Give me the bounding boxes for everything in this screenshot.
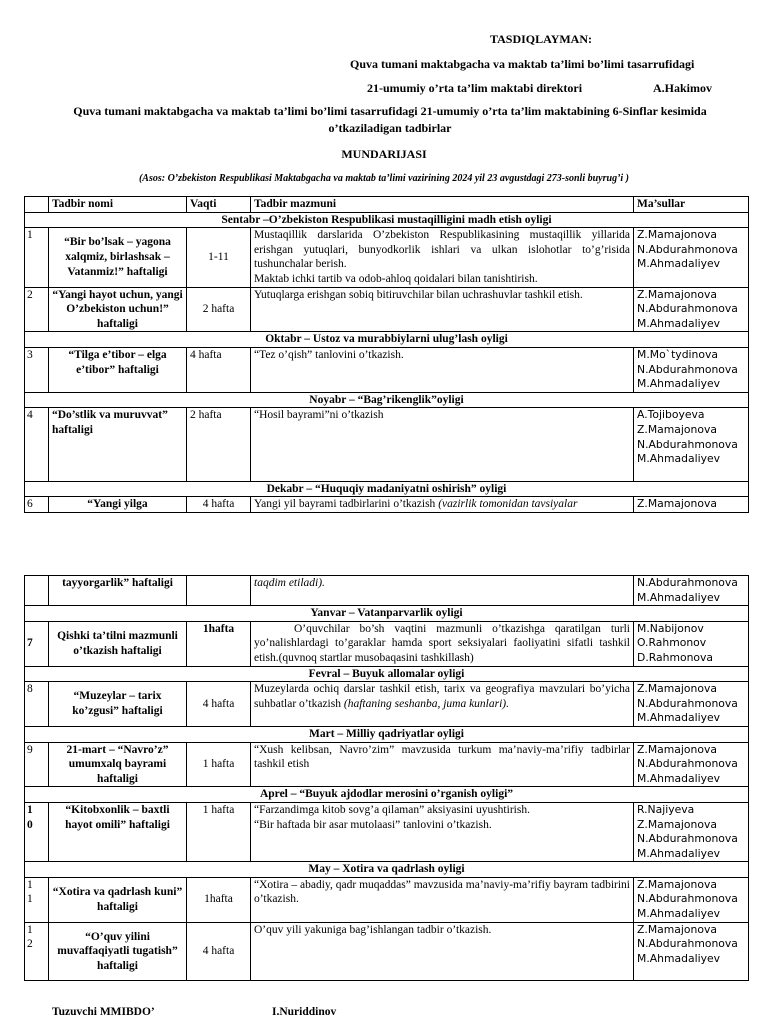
event-content bbox=[251, 802, 634, 861]
table-row bbox=[25, 497, 749, 513]
responsible-person: N.Abdurahmonova bbox=[637, 437, 738, 451]
event-time: 1hafta bbox=[187, 621, 251, 666]
row-number-digit: 1 bbox=[27, 893, 33, 906]
responsible-person: N.Abdurahmonova bbox=[637, 362, 738, 376]
compiler-name: I.Nuriddinov bbox=[272, 1006, 337, 1018]
table-row bbox=[25, 877, 749, 922]
responsible-person: M.Ahmadaliyev bbox=[637, 377, 721, 391]
event-content: O’quv yili yakuniga bag’ishlangan tadbir o’tkazish. bbox=[251, 922, 634, 981]
table-row bbox=[25, 408, 749, 481]
responsible-list bbox=[634, 497, 749, 513]
month-row-april bbox=[25, 787, 749, 803]
event-name: Qishki ta’tilni mazmunli o’tkazish haftaligi bbox=[49, 621, 187, 666]
header-responsible: Ma’sullar bbox=[634, 197, 749, 213]
row-number bbox=[25, 802, 49, 861]
event-name: tayyorgarlik” haftaligi bbox=[49, 576, 187, 606]
table-row bbox=[25, 802, 749, 861]
row-number bbox=[25, 922, 49, 981]
row-number-digit: 1 bbox=[27, 803, 33, 816]
row-number: 3 bbox=[25, 347, 49, 392]
event-name: “Do’stlik va muruvvat” haftaligi bbox=[49, 408, 187, 481]
responsible-person: A.Tojiboyeva bbox=[637, 408, 705, 422]
event-content: “Tez o’qish” tanlovini o’tkazish. bbox=[251, 347, 634, 392]
responsible-person: N.Abdurahmonova bbox=[637, 757, 738, 771]
month-row-october bbox=[25, 332, 749, 348]
row-number: 7 bbox=[25, 621, 49, 666]
responsible-person: M.Ahmadaliyev bbox=[637, 711, 721, 725]
table-row bbox=[25, 682, 749, 727]
header-content: Tadbir mazmuni bbox=[251, 197, 634, 213]
month-title: May – Xotira va qadrlash oyligi bbox=[25, 862, 749, 878]
responsible-list bbox=[634, 621, 749, 666]
responsible-person: D.Rahmonova bbox=[637, 650, 714, 664]
row-number-digit: 2 bbox=[27, 938, 33, 951]
event-time: 4 hafta bbox=[187, 682, 251, 727]
event-name: “Yangi hayot uchun, yangi O’zbekiston uchun!” haftaligi bbox=[49, 287, 187, 332]
event-content-text-2: Maktab ichki tartib va odob-ahloq qoidalari bilan tanishtirish. bbox=[254, 272, 538, 285]
row-number-digit: 1 bbox=[27, 878, 33, 891]
event-name: “Kitobxonlik – baxtli hayot omili” haftaligi bbox=[49, 802, 187, 861]
table-row bbox=[25, 922, 749, 981]
header-number bbox=[25, 197, 49, 213]
responsible-person: Z.Mamajonova bbox=[637, 287, 717, 301]
event-content: O’quvchilar bo’sh vaqtini mazmunli o’tkazishga qaratilgan turli yo’nalishlardagi to’garaklar hamda sport seksiyalari faoliyatini sifatli tashkil etish.(quvnoq startlar musobaqasini tashkillash) bbox=[251, 621, 634, 666]
event-time: 4 hafta bbox=[187, 497, 251, 513]
event-time bbox=[187, 576, 251, 606]
table-row bbox=[25, 228, 749, 287]
responsible-person: M.Ahmadaliyev bbox=[637, 452, 721, 466]
responsible-person: M.Mo`tydinova bbox=[637, 347, 718, 361]
contents-heading: MUNDARIJASI bbox=[341, 147, 427, 161]
event-time: 4 hafta bbox=[187, 922, 251, 981]
responsible-list bbox=[634, 408, 749, 481]
responsible-list bbox=[634, 347, 749, 392]
event-time: 4 hafta bbox=[187, 347, 251, 392]
event-content bbox=[251, 497, 634, 513]
compiler-label: Tuzuvchi MMIBDO’ bbox=[52, 1006, 155, 1018]
responsible-person: M.Ahmadaliyev bbox=[637, 951, 721, 965]
responsible-person: R.Najiyeva bbox=[637, 802, 695, 816]
responsible-person: N.Abdurahmonova bbox=[637, 892, 738, 906]
event-time: 1-11 bbox=[187, 228, 251, 287]
event-content-text: Mustaqillik darslarida O’zbekiston Respublikasining mustaqillik yillarida erishgan yutuqlari, bunyodkorlik ishlari va ulkan islohotlar to’g’risida tushunchalar berish. bbox=[254, 229, 630, 271]
event-content: taqdim etiladi). bbox=[251, 576, 634, 606]
month-title: Sentabr –O’zbekiston Respublikasi mustaqilligini madh etish oyligi bbox=[25, 212, 749, 228]
month-title: Aprel – “Buyuk ajdodlar merosini o’rganish oyligi” bbox=[25, 787, 749, 803]
event-content bbox=[251, 228, 634, 287]
month-row-february bbox=[25, 666, 749, 682]
responsible-list bbox=[634, 742, 749, 787]
responsible-list bbox=[634, 877, 749, 922]
row-number: 6 bbox=[25, 497, 49, 513]
responsible-person: O.Rahmonov bbox=[637, 636, 707, 650]
responsible-person: Z.Mamajonova bbox=[637, 877, 717, 891]
row-number: 4 bbox=[25, 408, 49, 481]
row-number: 2 bbox=[25, 287, 49, 332]
responsible-person: N.Abdurahmonova bbox=[637, 242, 738, 256]
approval-line-director: 21-umumiy o’rta ta’lim maktabi direktori bbox=[367, 81, 583, 95]
month-row-may bbox=[25, 862, 749, 878]
responsible-list bbox=[634, 682, 749, 727]
month-title: Yanvar – Vatanparvarlik oyligi bbox=[25, 606, 749, 622]
row-number bbox=[25, 877, 49, 922]
table-row bbox=[25, 742, 749, 787]
basis-note: (Asos: O’zbekiston Respublikasi Maktabgacha va maktab ta’limi vazirining 2024 yil 23 avgustdagi 273-sonli buyrug’i ) bbox=[138, 173, 630, 184]
approval-director-name: A.Hakimov bbox=[653, 81, 713, 95]
row-number bbox=[25, 576, 49, 606]
event-content-italic: (haftaning seshanba, juma kunlari). bbox=[343, 697, 510, 710]
responsible-person: M.Ahmadaliyev bbox=[637, 846, 721, 860]
event-time: 1hafta bbox=[187, 877, 251, 922]
responsible-person: Z.Mamajonova bbox=[637, 497, 717, 511]
event-name: “Bir bo’lsak – yagona xalqmiz, birlashsak – Vatanmiz!” haftaligi bbox=[49, 228, 187, 287]
event-time: 1 hafta bbox=[187, 802, 251, 861]
document-title: Quva tumani maktabgacha va maktab ta’limi bo’limi tasarrufidagi 21-umumiy o’rta ta’lim maktabining 6-Sinflar kesimida o’tkaziladigan tadbirlar bbox=[73, 104, 707, 135]
table-row bbox=[25, 287, 749, 332]
event-content-text: Yangi yil bayrami tadbirlarini o’tkazish bbox=[254, 498, 436, 511]
event-content-text: Muzeylarda ochiq darslar tashkil etish, tarix va geografiya mavzulari bo’yicha suhbatlar o’tkazish bbox=[254, 683, 630, 710]
events-table-part-2 bbox=[24, 575, 749, 981]
responsible-person: N.Abdurahmonova bbox=[637, 302, 738, 316]
event-content bbox=[251, 682, 634, 727]
event-time: 2 hafta bbox=[187, 408, 251, 481]
table-header-row bbox=[25, 197, 749, 213]
events-table-part-1 bbox=[24, 196, 749, 513]
header-event-name: Tadbir nomi bbox=[49, 197, 187, 213]
responsible-person: N.Abdurahmonova bbox=[637, 832, 738, 846]
responsible-person: Z.Mamajonova bbox=[637, 682, 717, 696]
row-number: 1 bbox=[25, 228, 49, 287]
responsible-person: M.Ahmadaliyev bbox=[637, 257, 721, 271]
event-name: 21-mart – “Navro’z” umumxalq bayrami haftaligi bbox=[49, 742, 187, 787]
event-content-text: “Farzandimga kitob sovg’a qilaman” aksiyasini uyushtirish. bbox=[254, 803, 530, 816]
event-time: 1 hafta bbox=[187, 742, 251, 787]
month-row-september bbox=[25, 212, 749, 228]
responsible-list bbox=[634, 922, 749, 981]
responsible-list bbox=[634, 576, 749, 606]
responsible-person: Z.Mamajonova bbox=[637, 228, 717, 242]
row-number: 9 bbox=[25, 742, 49, 787]
responsible-person: M.Nabijonov bbox=[637, 621, 704, 635]
event-name: “O’quv yilini muvaffaqiyatli tugatish” haftaligi bbox=[49, 922, 187, 981]
responsible-list bbox=[634, 802, 749, 861]
month-title: Fevral – Buyuk allomalar oyligi bbox=[25, 666, 749, 682]
responsible-person: Z.Mamajonova bbox=[637, 922, 717, 936]
event-name: “Tilga e’tibor – elga e’tibor” haftaligi bbox=[49, 347, 187, 392]
month-title: Dekabr – “Huquqiy madaniyatni oshirish” oyligi bbox=[25, 481, 749, 497]
table-row bbox=[25, 576, 749, 606]
approval-label: TASDIQLAYMAN: bbox=[490, 32, 593, 46]
responsible-list bbox=[634, 228, 749, 287]
row-number-digit: 1 bbox=[27, 923, 33, 936]
row-number: 8 bbox=[25, 682, 49, 727]
responsible-person: N.Abdurahmonova bbox=[637, 576, 738, 589]
responsible-person: N.Abdurahmonova bbox=[637, 937, 738, 951]
month-row-december bbox=[25, 481, 749, 497]
approval-line-department: Quva tumani maktabgacha va maktab ta’limi bo’limi tasarrufidagi bbox=[350, 57, 695, 71]
event-content-italic: (vazirlik tomonidan tavsiyalar bbox=[438, 498, 578, 511]
row-number-digit: 0 bbox=[27, 818, 33, 831]
event-name: “Yangi yilga bbox=[49, 497, 187, 513]
event-content: Yutuqlarga erishgan sobiq bitiruvchilar bilan uchrashuvlar tashkil etish. bbox=[251, 287, 634, 332]
month-title: Noyabr – “Bag’rikenglik”oyligi bbox=[25, 392, 749, 408]
table-row bbox=[25, 621, 749, 666]
responsible-person: M.Ahmadaliyev bbox=[637, 771, 721, 785]
responsible-person: M.Ahmadaliyev bbox=[637, 590, 721, 604]
event-content-text-2: “Bir haftada bir asar mutolaasi” tanlovini o’tkazish. bbox=[254, 818, 492, 831]
responsible-list bbox=[634, 287, 749, 332]
event-name: “Xotira va qadrlash kuni” haftaligi bbox=[49, 877, 187, 922]
table-row bbox=[25, 347, 749, 392]
responsible-person: N.Abdurahmonova bbox=[637, 696, 738, 710]
month-title: Mart – Milliy qadriyatlar oyligi bbox=[25, 726, 749, 742]
month-title: Oktabr – Ustoz va murabbiylarni ulug’lash oyligi bbox=[25, 332, 749, 348]
month-row-november bbox=[25, 392, 749, 408]
event-name: “Muzeylar – tarix ko’zgusi” haftaligi bbox=[49, 682, 187, 727]
month-row-march bbox=[25, 726, 749, 742]
event-time: 2 hafta bbox=[187, 287, 251, 332]
event-content: “Xush kelibsan, Navro’zim” mavzusida turkum ma’naviy-ma’rifiy tadbirlar tashkil etish bbox=[251, 742, 634, 787]
responsible-person: Z.Mamajonova bbox=[637, 817, 717, 831]
responsible-person: M.Ahmadaliyev bbox=[637, 907, 721, 921]
responsible-person: Z.Mamajonova bbox=[637, 422, 717, 436]
responsible-person: Z.Mamajonova bbox=[637, 742, 717, 756]
responsible-person: M.Ahmadaliyev bbox=[637, 316, 721, 330]
header-time: Vaqti bbox=[187, 197, 251, 213]
month-row-january bbox=[25, 606, 749, 622]
event-content: “Hosil bayrami”ni o’tkazish bbox=[251, 408, 634, 481]
event-content: “Xotira – abadiy, qadr muqaddas” mavzusida ma’naviy-ma’rifiy bayram tadbirini o’tkazish. bbox=[251, 877, 634, 922]
